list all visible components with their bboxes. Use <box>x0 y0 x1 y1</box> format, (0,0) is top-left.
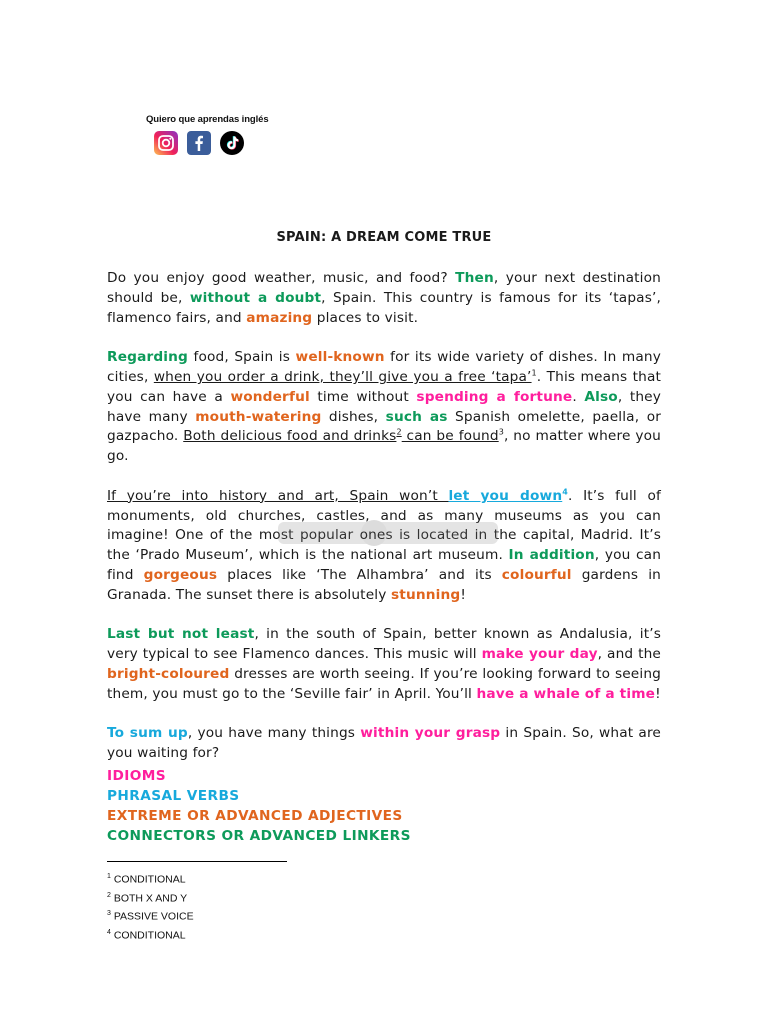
text-run: can be found <box>401 428 499 445</box>
highlight-idiom: spending a fortune <box>416 388 573 405</box>
highlight-conn: Regarding <box>107 349 188 366</box>
footnote-item <box>107 888 194 907</box>
highlight-conn: without a doubt <box>189 289 322 306</box>
document-title: SPAIN: A DREAM COME TRUE <box>276 230 492 245</box>
footnote-text: PASSIVE VOICE <box>110 910 194 923</box>
footnote-ref: 2 <box>396 427 402 437</box>
footnote-number: 1 <box>107 873 111 880</box>
text-run: gardens in Granada. The sunset there is absolutely <box>107 566 661 603</box>
text-run: , and the <box>597 646 662 663</box>
footnote-number: 2 <box>107 891 111 899</box>
highlight-adj: amazing <box>246 309 313 326</box>
text-run: places like ‘The Alhambra’ and its <box>217 566 502 583</box>
text-run: ! <box>655 685 661 702</box>
text-run: food, Spain is <box>188 349 296 366</box>
footnote-text: CONDITIONAL <box>110 929 186 941</box>
brand-caption: Quiero que aprendas inglés <box>146 114 269 125</box>
text-run: , you have many things <box>187 725 361 742</box>
footnote-number: 3 <box>107 910 111 917</box>
text-run: Do you enjoy good weather, music, and food? <box>107 270 456 286</box>
highlight-adj: gorgeous <box>143 566 218 583</box>
highlight-phrasal: let you down <box>448 487 563 504</box>
paragraph <box>107 348 661 467</box>
highlight-idiom: have a whale of a time <box>476 685 656 702</box>
paragraph <box>107 487 661 606</box>
highlight-adj: well-known <box>295 349 385 366</box>
highlight-adj: colourful <box>501 566 572 583</box>
footnote-ref: 3 <box>498 427 504 437</box>
highlight-conn: In addition <box>508 547 595 564</box>
text-run: . <box>572 388 585 405</box>
highlight-adj: mouth-watering <box>195 408 322 425</box>
text-run: If you’re into history and art, Spain won’t <box>107 487 449 504</box>
text-run: , you can find <box>107 547 662 583</box>
text-run: Both delicious food and drinks <box>183 428 397 445</box>
highlight-conn: Then <box>455 270 494 286</box>
footnote-text: CONDITIONAL <box>110 873 186 886</box>
text-run: , your next destination should be, <box>107 270 661 306</box>
highlight-adj: bright-coloured <box>107 665 230 682</box>
footnote-item <box>107 925 194 944</box>
highlight-idiom: within your grasp <box>360 725 501 742</box>
article-body <box>107 269 661 784</box>
highlight-phrasal: To sum up <box>107 725 188 742</box>
highlight-adj: stunning <box>390 586 461 603</box>
footnote-ref: 4 <box>562 487 568 497</box>
text-run: time without <box>309 388 417 405</box>
text-run: . This means that you can have a <box>107 368 662 405</box>
legend-idioms: IDIOMS <box>107 768 167 784</box>
text-run: in Spain. So, what are you waiting for? <box>107 725 662 762</box>
legend-connectors: CONNECTORS OR ADVANCED LINKERS <box>107 828 411 844</box>
footnote-separator <box>107 861 287 862</box>
social-links <box>154 131 266 155</box>
text-run: , no matter where you go. <box>107 428 661 465</box>
highlight-conn: such as <box>385 408 448 425</box>
paragraph <box>107 625 661 704</box>
footnote-ref: 1 <box>531 368 537 378</box>
text-run: , Spain. This country is famous for its ‘tapas’, flamenco fairs, and <box>107 289 661 326</box>
text-run: places to visit. <box>312 309 419 326</box>
footnote-item <box>107 906 194 925</box>
footnotes <box>107 869 194 943</box>
color-legend <box>107 766 411 846</box>
paragraph <box>107 269 661 328</box>
footnote-item <box>107 869 194 888</box>
tiktok-icon[interactable] <box>220 131 244 155</box>
brand-header <box>146 114 269 155</box>
text-run: for its wide variety of dishes. In many cities, <box>107 349 661 385</box>
instagram-icon[interactable] <box>154 131 178 155</box>
footnote-text: BOTH X AND Y <box>110 892 188 904</box>
highlight-idiom: make your day <box>481 646 598 663</box>
legend-adjectives: EXTREME OR ADVANCED ADJECTIVES <box>107 808 403 824</box>
text-run: when you order a drink, they’ll give you a free ‘tapa’ <box>153 368 532 385</box>
text-run: , they have many <box>107 388 661 425</box>
highlight-conn: Also <box>584 388 618 405</box>
text-run: , in the south of Spain, better known as Andalusia, it’s very typical to see Flamenco dances. This music will <box>107 626 661 663</box>
footnote-number: 4 <box>107 928 111 936</box>
text-run: ! <box>460 586 466 603</box>
text-run: dishes, <box>321 408 386 425</box>
paragraph <box>107 724 661 764</box>
legend-phrasal-verbs: PHRASAL VERBS <box>107 788 240 804</box>
highlight-conn: Last but not least <box>107 626 255 643</box>
highlight-adj: wonderful <box>230 388 310 405</box>
text-run: dresses are worth seeing. If you’re looking forward to seeing them, you must go to the ‘Seville fair’ in April. You’ll <box>107 665 661 702</box>
text-run: . It’s full of monuments, old churches, castles, and as many museums as you can imagine! One of the most popular ones is located in the capital, Madrid. It’s the ‘Prado Museum’, which is the national art museum. <box>107 487 661 564</box>
facebook-icon[interactable] <box>187 131 211 155</box>
text-run: Spanish omelette, paella, or gazpacho. <box>107 408 661 445</box>
